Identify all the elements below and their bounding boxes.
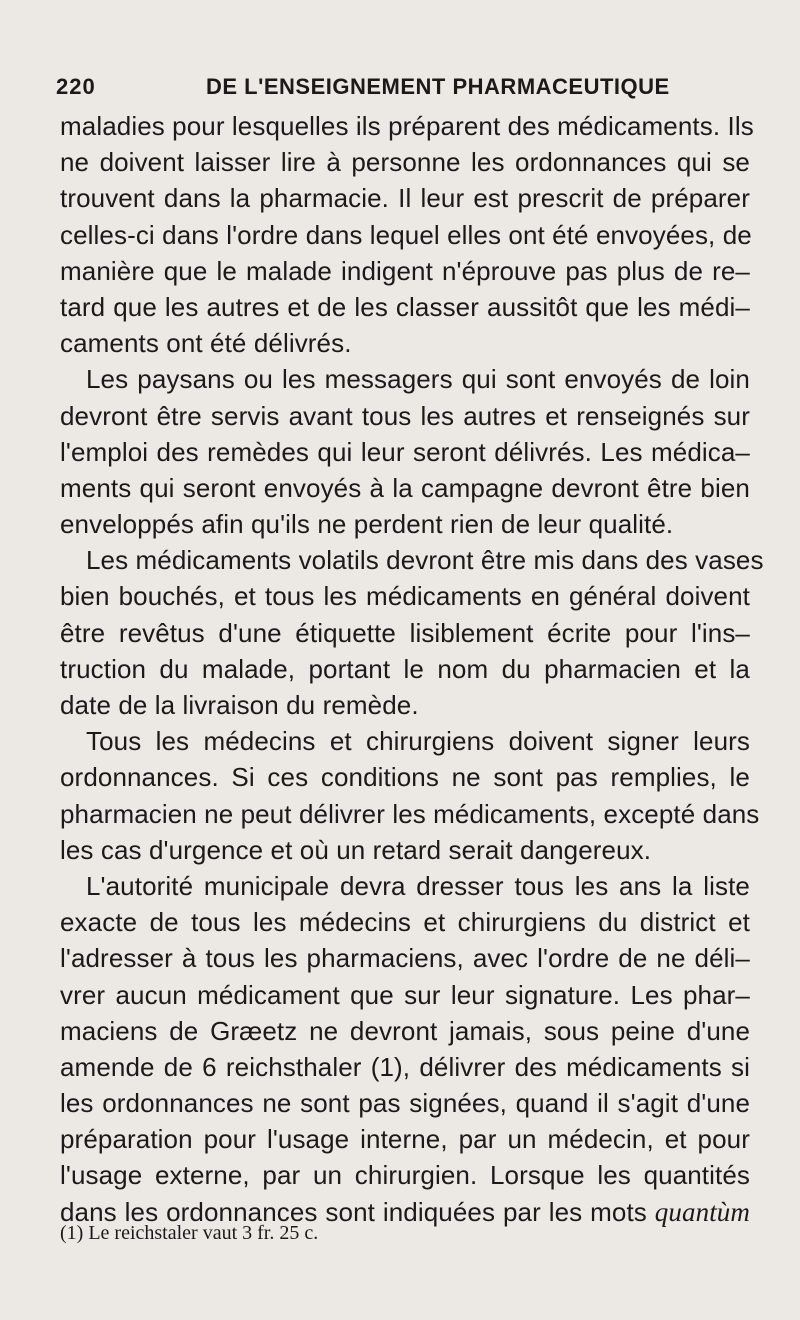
text-line: truction du malade, portant le nom du pharmacien et la xyxy=(60,653,750,684)
text-line: date de la livraison du remède. xyxy=(60,690,419,720)
text-line: vrer aucun médicament que sur leur signature. Les phar– xyxy=(60,979,750,1010)
text-line: celles-ci dans l'ordre dans lequel elles ont été envoyées, de xyxy=(60,219,752,250)
text-line: Les paysans ou les messagers qui sont envoyés de loin xyxy=(86,364,750,395)
body-text xyxy=(60,108,764,1230)
text-line: l'adresser à tous les pharmaciens, avec l'ordre de ne déli– xyxy=(60,943,750,974)
text-line-final-body: dans les ordonnances sont indiquées par les mots xyxy=(60,1196,647,1227)
text-line: les ordonnances ne sont pas signées, quand il s'agit d'une xyxy=(60,1088,750,1119)
text-line: bien bouchés, et tous les médicaments en général doivent xyxy=(60,581,750,612)
text-line: enveloppés afin qu'ils ne perdent rien de leur qualité. xyxy=(60,509,674,540)
text-line: trouvent dans la pharmacie. Il leur est prescrit de préparer xyxy=(60,183,750,214)
text-line: Les médicaments volatils devront être mis dans des vases xyxy=(86,545,764,576)
text-line: ne doivent laisser lire à personne les ordonnances qui se xyxy=(60,147,750,178)
text-line: manière que le malade indigent n'éprouve pas plus de re– xyxy=(60,255,750,286)
text-line: tard que les autres et de les classer aussitôt que les médi– xyxy=(60,291,750,322)
text-line: caments ont été délivrés. xyxy=(60,328,352,359)
text-line: maciens de Græetz ne devront jamais, sous peine d'une xyxy=(60,1015,750,1046)
text-line: pharmacien ne peut délivrer les médicaments, excepté dans xyxy=(60,798,760,829)
text-line: l'usage externe, par un chirurgien. Lorsque les quantités xyxy=(60,1160,750,1191)
text-line: devront être servis avant tous les autres et renseignés sur xyxy=(60,400,750,431)
text-line: maladies pour lesquelles ils préparent des médicaments. Ils xyxy=(60,111,754,141)
footnote: (1) Le reichstaler vaut 3 fr. 25 c. xyxy=(60,1222,319,1244)
text-line: L'autorité municipale devra dresser tous les ans la liste xyxy=(86,870,750,901)
text-line: Tous les médecins et chirurgiens doivent signer leurs xyxy=(86,726,750,757)
text-line: ordonnances. Si ces conditions ne sont pas remplies, le xyxy=(60,762,750,793)
text-line: exacte de tous les médecins et chirurgiens du district et xyxy=(60,907,750,938)
text-line: amende de 6 reichsthaler (1), délivrer des médicaments si xyxy=(60,1051,750,1082)
text-line: préparation pour l'usage interne, par un médecin, et pour xyxy=(60,1124,750,1155)
page-header xyxy=(56,74,746,108)
text-line: l'emploi des remèdes qui leur seront délivrés. Les médica– xyxy=(60,436,750,467)
text-line: les cas d'urgence et où un retard serait dangereux. xyxy=(60,834,652,865)
running-head: DE L'ENSEIGNEMENT PHARMACEUTIQUE xyxy=(206,74,670,99)
text-line: ments qui seront envoyés à la campagne devront être bien xyxy=(60,472,750,503)
italic-term: quantùm xyxy=(654,1196,750,1227)
page-number: 220 xyxy=(56,74,96,99)
text-line: être revêtus d'une étiquette lisiblement écrite pour l'ins– xyxy=(60,617,750,648)
